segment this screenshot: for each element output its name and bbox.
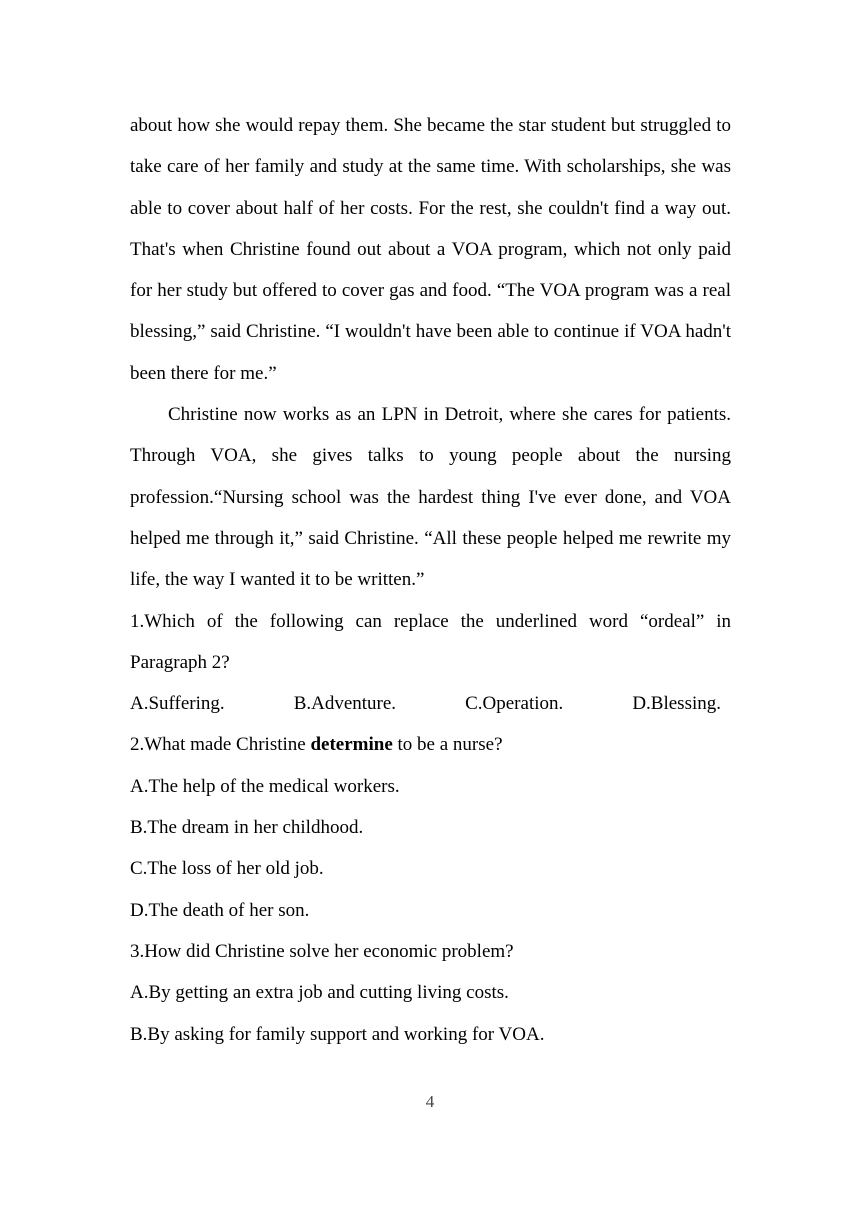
question-3-stem: 3.How did Christine solve her economic problem? [130, 940, 514, 962]
question-2-keyword: determine [310, 734, 393, 756]
question-1-option-b: B.Adventure. [293, 693, 397, 715]
question-2-option-c: C.The loss of her old job. [130, 858, 324, 880]
passage-paragraph-2: Christine now works as an LPN in Detroit, where she cares for patients. Through VOA, she gives talks to young people about the nursing profession.“Nursing school was the hardest thing I've ever done, and VOA helped me through it,” said Christine. “All these people helped me rewrite my life, the way I wanted it to be written.” [130, 404, 731, 591]
question-2-stem-start: 2.What made Christine [130, 734, 311, 756]
question-2-stem [130, 724, 731, 765]
question-2-option-d: D.The death of her son. [130, 899, 310, 921]
document-body [130, 105, 731, 1055]
question-1-stem: 1.Which of the following can replace the underlined word “ordeal” in Paragraph 2? [130, 610, 731, 673]
question-2-stem-end: to be a nurse? [392, 734, 503, 756]
question-3-option-a: A.By getting an extra job and cutting living costs. [130, 982, 509, 1004]
question-1-option-a: A.Suffering. [130, 693, 225, 715]
question-1 [130, 601, 731, 725]
page-number: 4 [425, 1092, 435, 1111]
question-2-option-b: B.The dream in her childhood. [130, 817, 364, 839]
question-1-options [130, 683, 731, 724]
question-2-option-a: A.The help of the medical workers. [130, 775, 400, 797]
question-1-option-d: D.Blessing. [632, 693, 721, 715]
question-2 [130, 724, 731, 930]
passage-paragraph-1: about how she would repay them. She became the star student but struggled to take care of her family and study at the same time. With scholarships, she was able to cover about half of her costs. For the rest, she couldn't find a way out. That's when Christine found out about a VOA program, which not only paid for her study but offered to cover gas and food. “The VOA program was a real blessing,” said Christine. “I wouldn't have been able to continue if VOA hadn't been there for me.” [130, 115, 731, 384]
question-3 [130, 931, 731, 1055]
question-1-option-c: C.Operation. [465, 693, 564, 715]
question-3-option-b: B.By asking for family support and working for VOA. [130, 1023, 545, 1045]
